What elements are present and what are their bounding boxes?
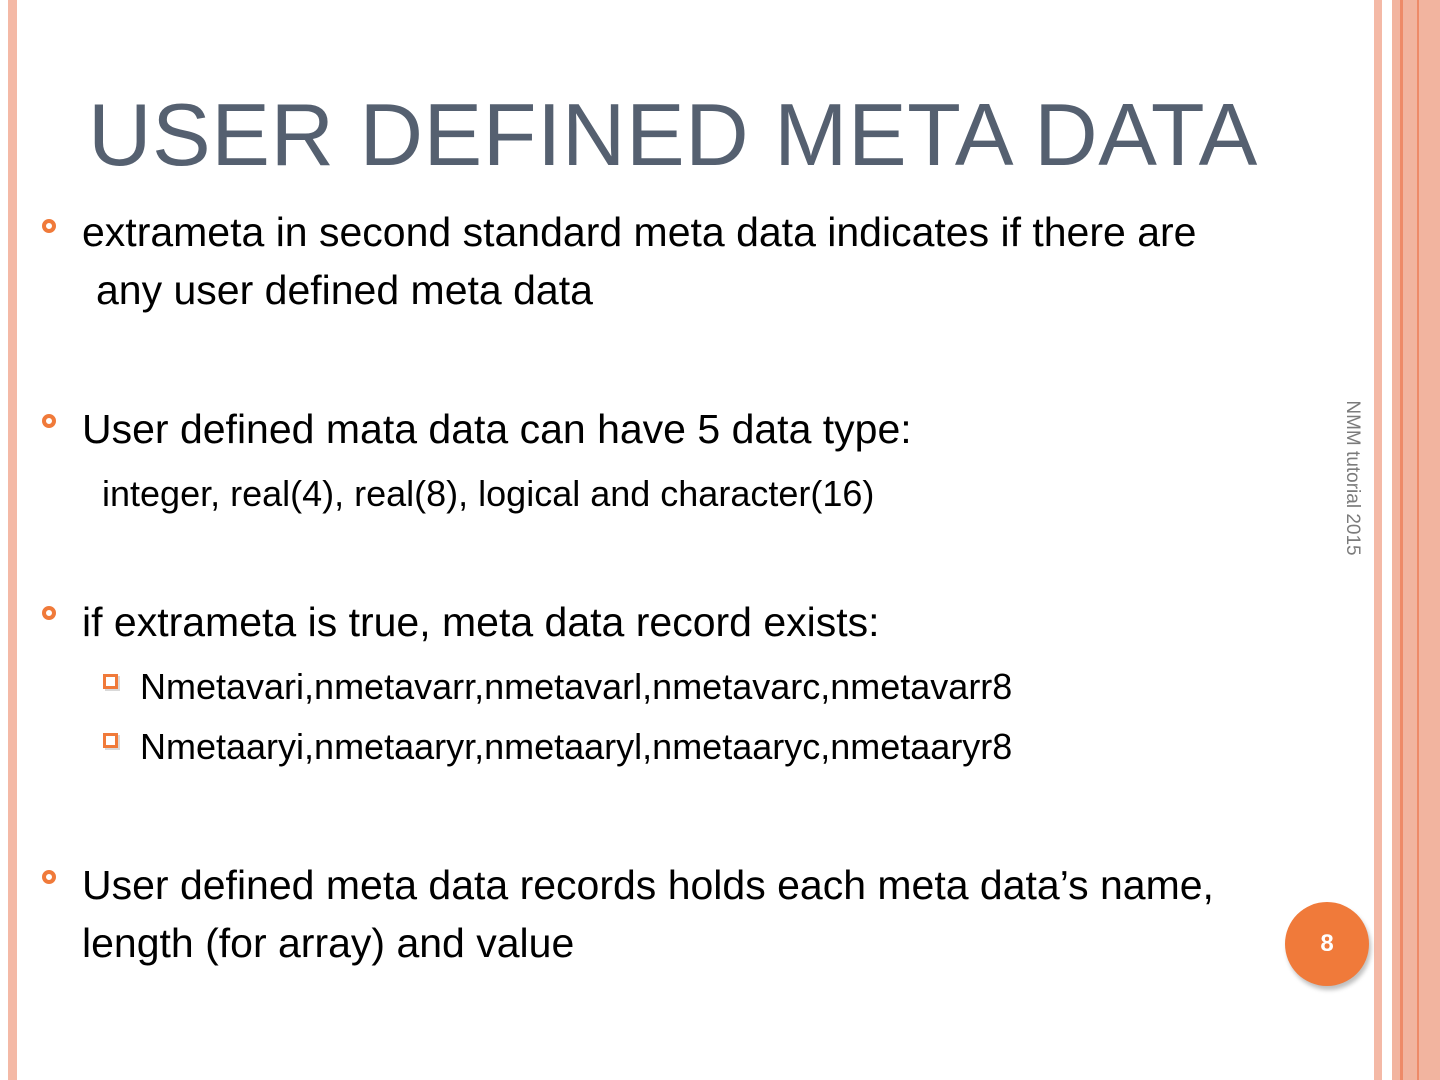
ring-bullet-icon — [42, 870, 56, 884]
page-number-badge: 8 — [1285, 902, 1369, 986]
bullet-2-line-2: integer, real(4), real(8), logical and character(16) — [102, 473, 875, 514]
bullet-3-sub-1: Nmetavari,nmetavarr,nmetavarl,nmetavarc,nmetavarr8 — [140, 666, 1013, 707]
bullet-3-line-1: if extrameta is true, meta data record exists: — [82, 599, 880, 645]
right-decorative-stripe — [1374, 0, 1382, 1080]
ring-bullet-icon — [42, 414, 56, 428]
right-decorative-line — [1400, 0, 1403, 1080]
bullet-4-line-1: User defined meta data records holds each meta data’s name, — [82, 862, 1214, 908]
bullet-1-line-1: extrameta in second standard meta data indicates if there are — [82, 209, 1197, 255]
square-bullet-icon — [103, 733, 118, 748]
slide-title: USER DEFINED META DATA — [88, 85, 1258, 184]
ring-bullet-icon — [42, 606, 56, 620]
bullet-4-line-2: length (for array) and value — [82, 920, 575, 966]
bullet-1-line-2: any user defined meta data — [96, 267, 593, 313]
bullet-2-line-1: User defined mata data can have 5 data type: — [82, 406, 912, 452]
footer-vertical-text: NMM tutorial 2015 — [1342, 400, 1363, 556]
left-decorative-bar — [8, 0, 17, 1080]
bullet-3-sub-2: Nmetaaryi,nmetaaryr,nmetaaryl,nmetaaryc,nmetaaryr8 — [140, 726, 1013, 767]
square-bullet-icon — [103, 674, 118, 689]
ring-bullet-icon — [42, 219, 56, 233]
right-decorative-line — [1417, 0, 1419, 1080]
